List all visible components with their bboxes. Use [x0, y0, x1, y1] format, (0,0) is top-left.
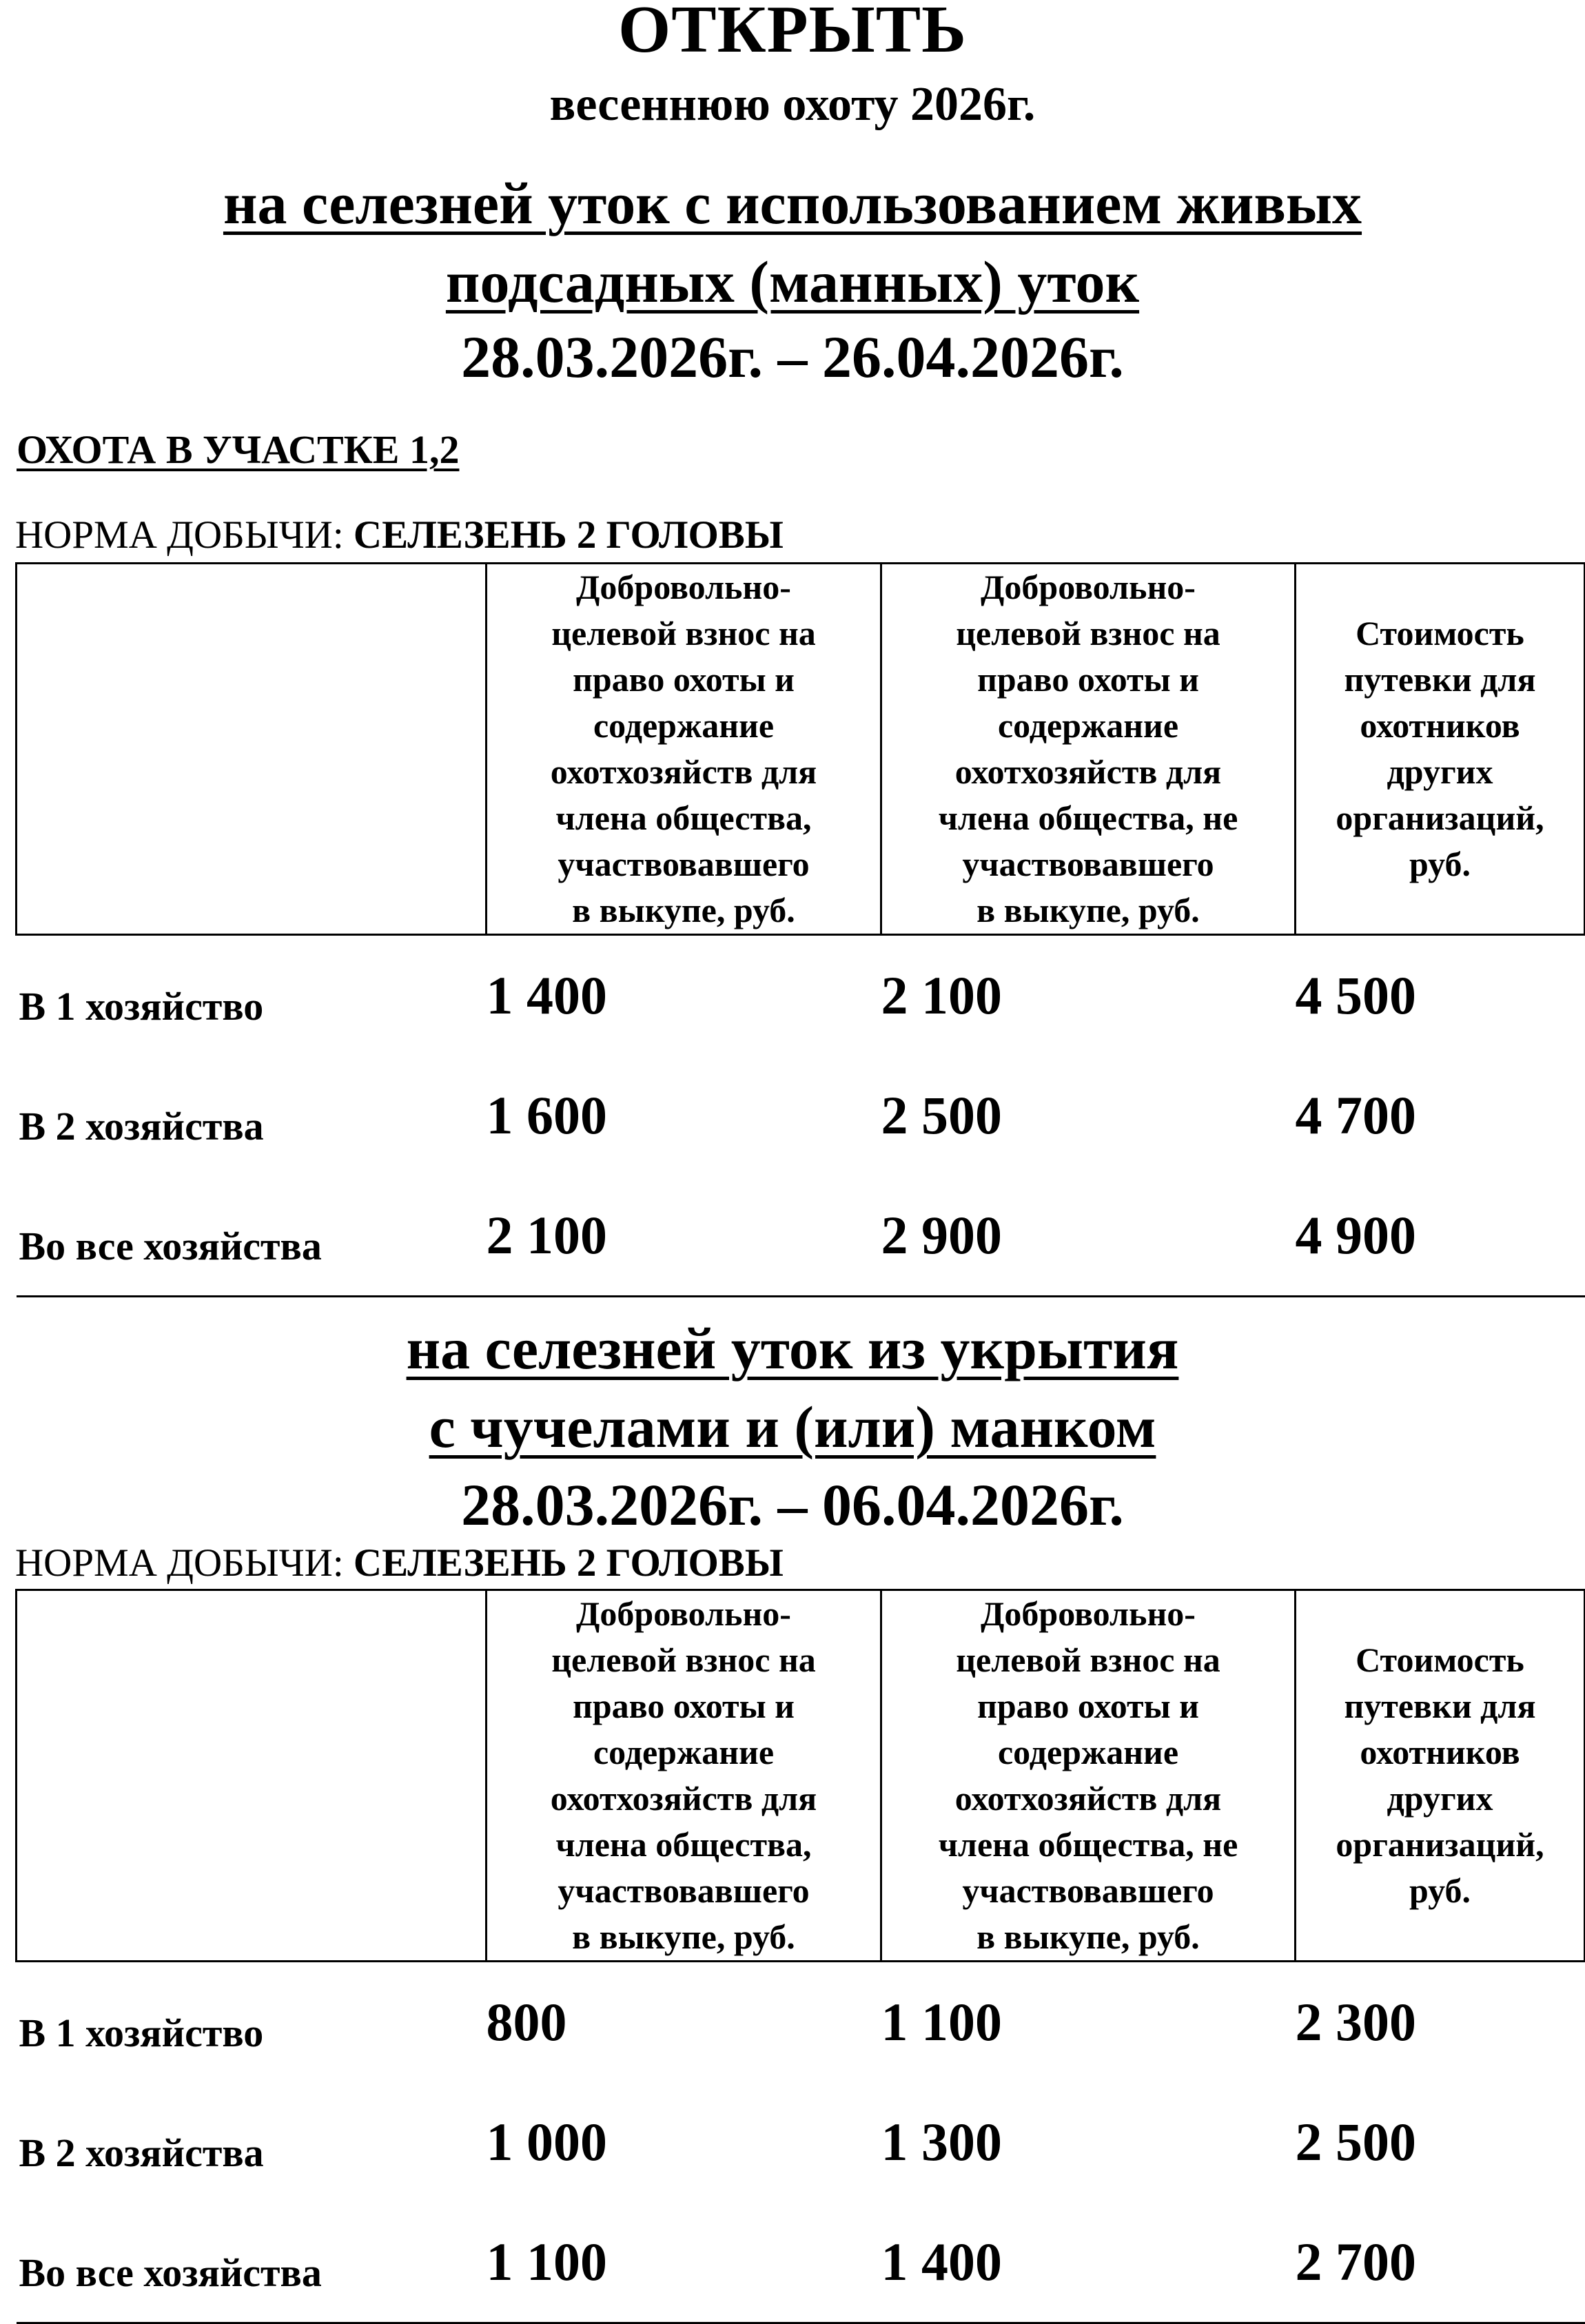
- section1-topic-line2: подсадных (манных) уток: [445, 249, 1140, 315]
- section1-header-member: Добровольно- целевой взнос на право охоты и содержание охотхозяйств для члена общества, участвовавшего в выкупе, руб.: [487, 564, 881, 935]
- section2-dates: 28.03.2026г. – 06.04.2026г.: [461, 1472, 1124, 1538]
- section2-norm-label: НОРМА ДОБЫЧИ:: [15, 1541, 344, 1585]
- table-row: [17, 2082, 1585, 2202]
- section1-norm: [15, 513, 784, 558]
- section2-norm: [15, 1541, 784, 1586]
- nonmember-fee: 2 100: [881, 965, 1002, 1025]
- row-label: Во все хозяйства: [17, 1175, 487, 1297]
- row-label: Во все хозяйства: [17, 2202, 487, 2323]
- section2-norm-value: СЕЛЕЗЕНЬ 2 ГОЛОВЫ: [353, 1541, 784, 1585]
- nonmember-fee: 1 400: [881, 2202, 1296, 2323]
- other-org-price: 4 900: [1296, 1175, 1585, 1297]
- member-fee: 1 000: [486, 2112, 607, 2172]
- section2-header-nonmember: Добровольно- целевой взнос на право охоты и содержание охотхозяйств для члена общества, не участвовавшего в выкупе, руб.: [881, 1590, 1296, 1962]
- section1-norm-label: НОРМА ДОБЫЧИ:: [15, 513, 344, 557]
- section2-topic-line2: с чучелами и (или) манком: [429, 1394, 1156, 1460]
- section1-norm-value: СЕЛЕЗЕНЬ 2 ГОЛОВЫ: [353, 513, 784, 557]
- nonmember-fee: 2 900: [881, 1175, 1296, 1297]
- page-title: ОТКРЫТЬ: [618, 0, 967, 67]
- other-org-price: 4 700: [1295, 1085, 1416, 1145]
- other-org-price: 2 300: [1295, 1992, 1416, 2052]
- member-fee: 800: [486, 1992, 567, 2052]
- table-row: [17, 2202, 1585, 2323]
- section1-header-empty: [17, 564, 487, 935]
- row-label: В 2 хозяйства: [19, 1103, 264, 1149]
- section1-header-nonmember: Добровольно- целевой взнос на право охоты и содержание охотхозяйств для члена общества, не участвовавшего в выкупе, руб.: [881, 564, 1296, 935]
- other-org-price: 2 500: [1295, 2112, 1416, 2172]
- nonmember-fee: 1 100: [881, 1992, 1002, 2052]
- other-org-price: 4 500: [1295, 965, 1416, 1025]
- section1-dates: 28.03.2026г. – 26.04.2026г.: [461, 324, 1124, 390]
- other-org-price: 2 700: [1296, 2202, 1585, 2323]
- section1-zone: ОХОТА В УЧАСТКЕ 1,2: [17, 427, 460, 472]
- member-fee: 1 600: [486, 1085, 607, 1145]
- page-subtitle: весеннюю охоту 2026г.: [549, 78, 1036, 131]
- table-row: [17, 1962, 1585, 2083]
- member-fee: 1 100: [487, 2202, 881, 2323]
- section2-header-empty: [17, 1590, 487, 1962]
- row-label: В 2 хозяйства: [19, 2130, 264, 2175]
- table-row: [17, 1056, 1585, 1175]
- row-label: В 1 хозяйство: [19, 983, 264, 1029]
- nonmember-fee: 1 300: [881, 2112, 1002, 2172]
- section2-header-other: Стоимость путевки для охотников других организаций, руб.: [1296, 1590, 1585, 1962]
- table-row: [17, 1175, 1585, 1297]
- section2-topic-line1: на селезней уток из укрытия: [406, 1315, 1179, 1381]
- section1-header-other: Стоимость путевки для охотников других организаций, руб.: [1296, 564, 1585, 935]
- section1-topic-line1: на селезней уток с использованием живых: [223, 170, 1362, 236]
- row-label: В 1 хозяйство: [19, 2010, 264, 2055]
- member-fee: 2 100: [487, 1175, 881, 1297]
- member-fee: 1 400: [486, 965, 607, 1025]
- section2-fee-table: [15, 1589, 1585, 2324]
- nonmember-fee: 2 500: [881, 1085, 1002, 1145]
- table-row: [17, 935, 1585, 1056]
- section2-header-member: Добровольно- целевой взнос на право охоты и содержание охотхозяйств для члена общества, участвовавшего в выкупе, руб.: [487, 1590, 881, 1962]
- section1-fee-table: [15, 562, 1585, 1297]
